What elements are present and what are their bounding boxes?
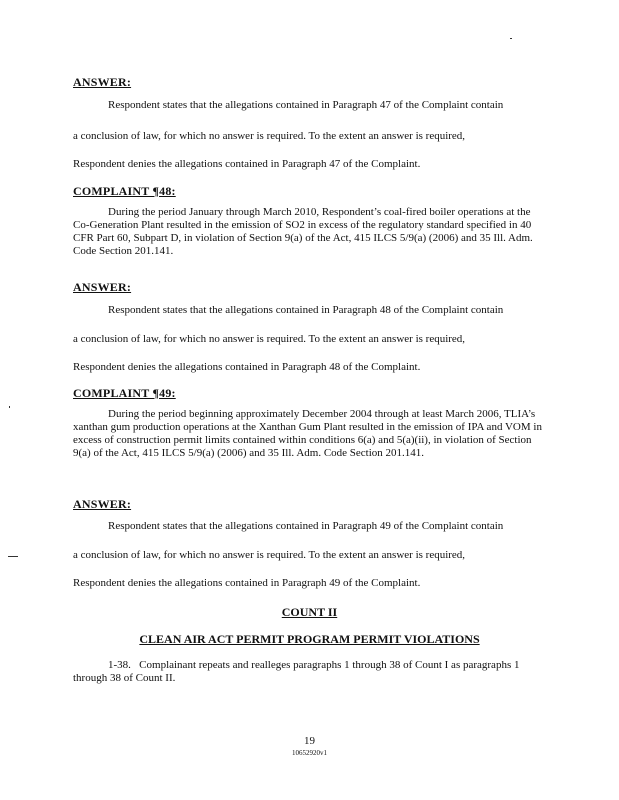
answer-line: a conclusion of law, for which no answer is required. To the extent an answer is required, xyxy=(73,549,466,561)
complaint-paragraph xyxy=(73,408,547,460)
count-title: COUNT II xyxy=(281,605,338,619)
scan-mark xyxy=(9,406,10,408)
answer-line: Respondent states that the allegations contained in Paragraph 48 of the Complaint contain xyxy=(108,304,504,316)
scan-mark xyxy=(510,38,512,39)
complaint-heading: COMPLAINT ¶49: xyxy=(73,386,176,400)
page-number: 19 xyxy=(304,735,315,747)
count-subtitle: CLEAN AIR ACT PERMIT PROGRAM PERMIT VIOLATIONS xyxy=(139,632,480,646)
count-paragraph xyxy=(73,659,547,685)
answer-line: Respondent states that the allegations contained in Paragraph 47 of the Complaint contain xyxy=(108,99,504,111)
answer-heading: ANSWER: xyxy=(73,75,132,89)
answer-line: Respondent denies the allegations contained in Paragraph 48 of the Complaint. xyxy=(73,361,421,373)
count-paragraph-number: 1-38. xyxy=(108,659,131,671)
answer-line: a conclusion of law, for which no answer is required. To the extent an answer is required, xyxy=(73,333,466,345)
answer-heading: ANSWER: xyxy=(73,497,132,511)
complaint-text: During the period January through March 2010, Respondent’s coal-fired boiler operations at the Co-Generation Plant resulted in the emission of SO2 in excess of the regulatory standard specified in 40 CFR Part 60, Subpart D, in violation of Section 9(a) of the Act, 415 ILCS 5/9(a) (2006) and 35 Ill. Adm. Code Section 201.141. xyxy=(73,206,533,257)
answer-heading: ANSWER: xyxy=(73,280,132,294)
answer-line: Respondent states that the allegations contained in Paragraph 49 of the Complaint contain xyxy=(108,520,504,532)
answer-line: Respondent denies the allegations contained in Paragraph 49 of the Complaint. xyxy=(73,577,421,589)
complaint-text: During the period beginning approximately December 2004 through at least March 2006, TLIA’s xanthan gum production operations at the Xanthan Gum Plant resulted in the emission of IPA and VOM in excess of construction permit limits contained within conditions 6(a) and 5(a)(ii), in violation of Section 9(a) of the Act, 415 ILCS 5/9(a) (2006) and 35 Ill. Adm. Code Section 201.141. xyxy=(73,408,542,459)
count-paragraph-text: Complainant repeats and realleges paragraphs 1 through 38 of Count I as paragraphs 1 through 38 of Count II. xyxy=(73,659,520,684)
scan-mark xyxy=(8,556,18,557)
document-id: 10652920v1 xyxy=(292,749,327,757)
complaint-heading: COMPLAINT ¶48: xyxy=(73,184,176,198)
answer-line: a conclusion of law, for which no answer is required. To the extent an answer is required, xyxy=(73,130,466,142)
complaint-paragraph xyxy=(73,206,547,258)
answer-line: Respondent denies the allegations contained in Paragraph 47 of the Complaint. xyxy=(73,158,421,170)
